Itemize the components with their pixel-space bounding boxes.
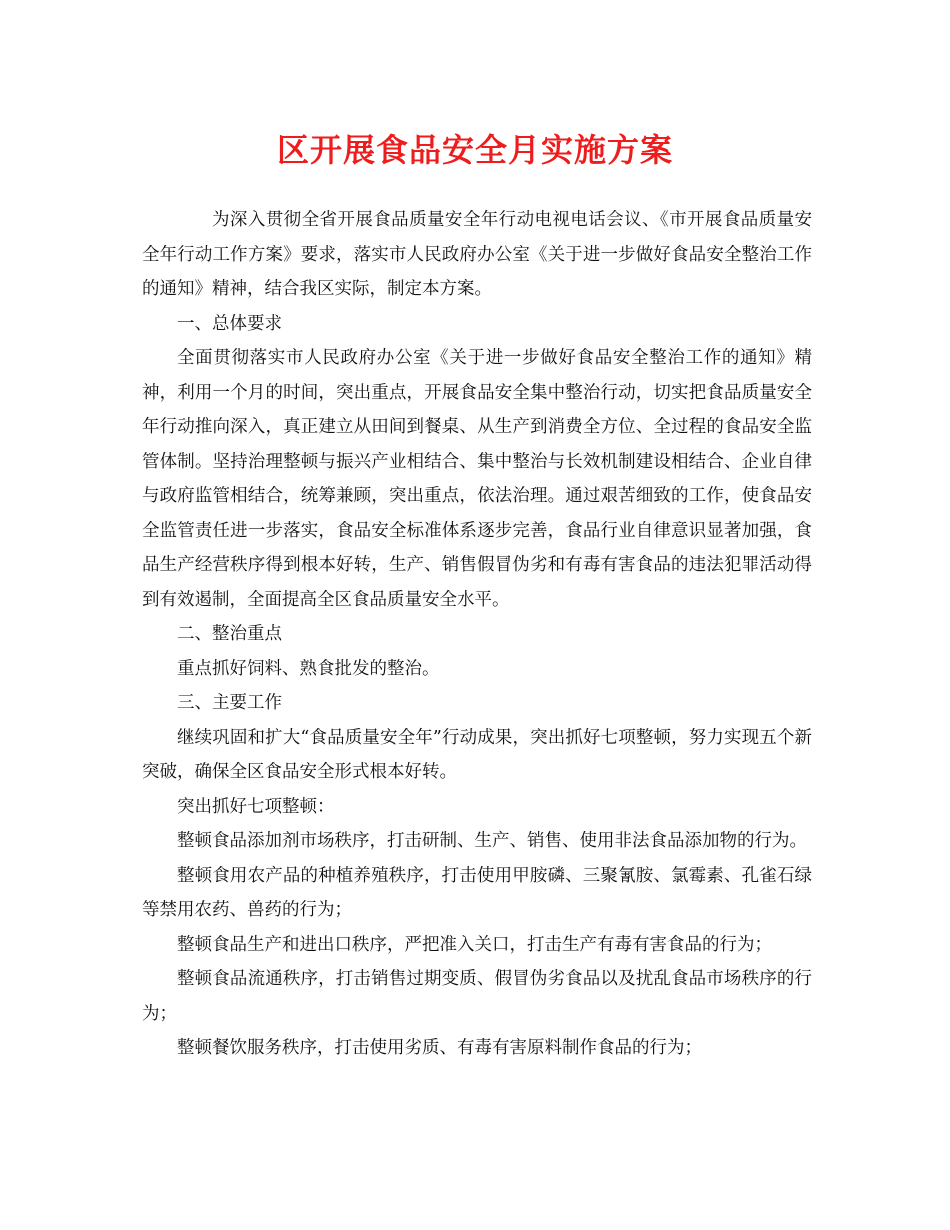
- rectification-item: 整顿食品添加剂市场秩序，打击研制、生产、销售、使用非法食品添加物的行为。: [177, 831, 807, 851]
- rectification-item: 整顿食用农产品的种植养殖秩序，打击使用甲胺磷、三聚氰胺、氯霉素、孔雀石绿等禁用农药、兽药的行为；: [142, 865, 812, 920]
- document-title: 区开展食品安全月实施方案: [276, 131, 673, 169]
- document-body: [142, 203, 812, 1066]
- section-heading-key-points: 二、整治重点: [177, 624, 282, 644]
- key-points-paragraph: 重点抓好饲料、熟食批发的整治。: [177, 658, 440, 679]
- rectification-item: 整顿食品流通秩序，打击销售过期变质、假冒伪劣食品以及扰乱食品市场秩序的行为；: [142, 969, 812, 1024]
- rectification-item: 整顿食品生产和进出口秩序，严把准入关口，打击生产有毒有害食品的行为；: [177, 934, 772, 955]
- main-work-paragraph: 继续巩固和扩大“食品质量安全年”行动成果，突出抓好七项整顿，努力实现五个新突破，确保全区食品安全形式根本好转。: [142, 727, 812, 782]
- general-requirements-paragraph: 全面贯彻落实市人民政府办公室《关于进一步做好食品安全整治工作的通知》精神，利用一个月的时间，突出重点，开展食品安全集中整治行动，切实把食品质量安全年行动推向深入，真正建立从田间到餐桌、从生产到消费全方位、全过程的食品安全监管体制。坚持治理整顿与振兴产业相结合、集中整治与长效机制建设相结合、企业自律与政府监管相结合，统筹兼顾，突出重点，依法治理。通过艰苦细致的工作，使食品安全监管责任进一步落实，食品安全标准体系逐步完善，食品行业自律意识显著加强，食品生产经营秩序得到根本好转，生产、销售假冒伪劣和有毒有害食品的违法犯罪活动得到有效遏制，全面提高全区食品质量安全水平。: [142, 348, 812, 610]
- seven-rectifications-heading: 突出抓好七项整顿：: [177, 796, 335, 817]
- section-heading-general-requirements: 一、总体要求: [177, 313, 282, 334]
- rectification-item: 整顿餐饮服务秩序，打击使用劣质、有毒有害原料制作食品的行为；: [177, 1038, 702, 1058]
- section-heading-main-work: 三、主要工作: [177, 693, 282, 713]
- intro-paragraph: 为深入贯彻全省开展食品质量安全年行动电视电话会议、《市开展食品质量安全年行动工作方案》要求，落实市人民政府办公室《关于进一步做好食品安全整治工作的通知》精神，结合我区实际，制定本方案。: [142, 210, 812, 299]
